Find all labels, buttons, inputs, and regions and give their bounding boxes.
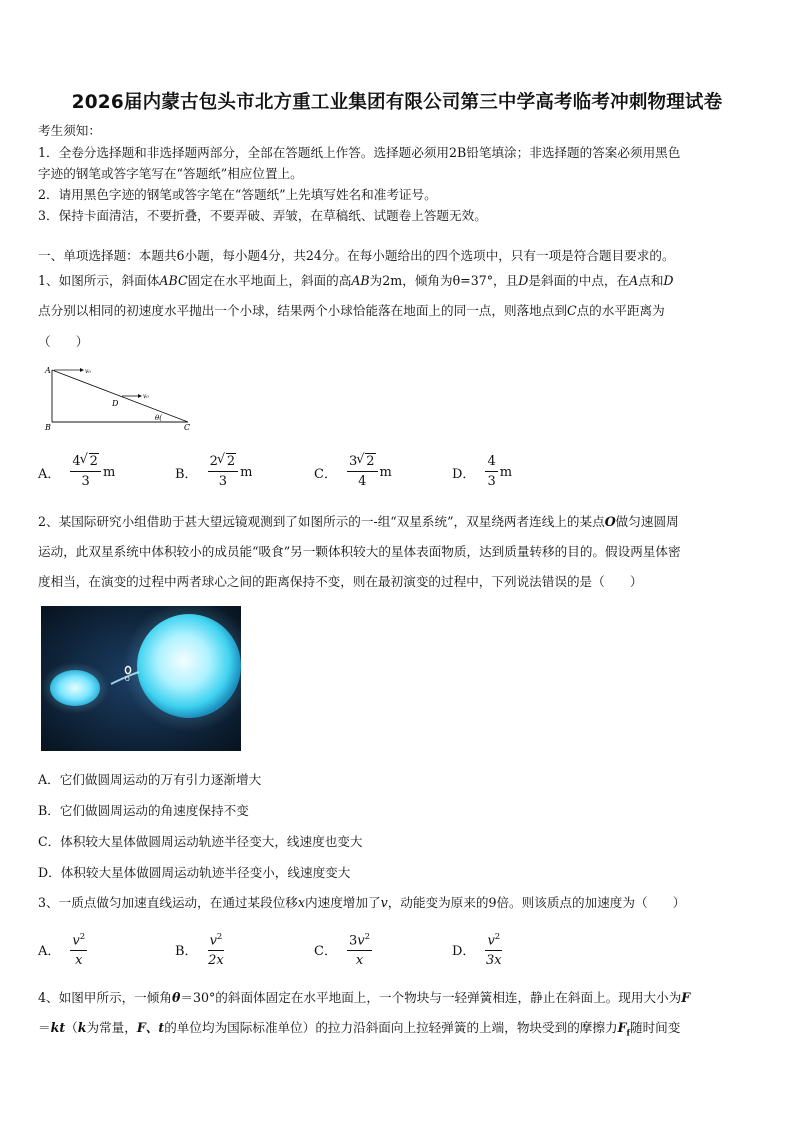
- question-3-options: [38, 927, 598, 971]
- point-d-label: D: [112, 399, 119, 408]
- q2-option-b[interactable]: B．它们做圆周运动的角速度保持不变: [38, 803, 249, 818]
- question-4-line-2: ＝kt（k为常量，F、t的单位均为国际标准单位）的拉力沿斜面向上拉轻弹簧的上端，物块受到的摩擦力$F_f$随时间变: [38, 1020, 681, 1038]
- question-2-line-1: 2、某国际研究小组借助于甚大望远镜观测到了如图所示的一-组“双星系统”，双星绕两者连线上的某点O做匀速圆周: [38, 514, 679, 529]
- velocity-arrowhead-d: [138, 394, 142, 398]
- exam-title: 2026届内蒙古包头市北方重工业集团有限公司第三中学高考临考冲刺物理试卷: [71, 92, 723, 113]
- notice-heading: 考生须知：: [38, 123, 101, 138]
- v0-label-a: v₀: [85, 368, 91, 375]
- center-point-o-label: O: [125, 676, 130, 683]
- q2-option-a[interactable]: A．它们做圆周运动的万有引力逐渐增大: [38, 772, 262, 787]
- incline-diagram: [42, 364, 202, 436]
- section-heading: 一、单项选择题：本题共6小题，每小题4分，共24分。在每小题给出的四个选项中，只有一项是符合题目要求的。: [38, 248, 675, 263]
- notice-item-3: 3．保持卡面清洁，不要折叠，不要弄破、弄皱，在草稿纸、试题卷上答题无效。: [38, 208, 487, 223]
- question-2-line-3: 度相当，在演变的过程中两者球心之间的距离保持不变，则在最初演变的过程中，下列说法错误的是（ ）: [38, 574, 643, 589]
- q1-option-b[interactable]: B． $\frac{2√ 2}{3}$ m: [175, 450, 252, 494]
- question-1-line-1: 1、如图所示，斜面体ABC固定在水平地面上，斜面的高AB为2m，倾角为θ=37°，且D是斜面的中点，在A点和D: [38, 273, 674, 288]
- notice-item-2: 2．请用黑色字迹的钢笔或答字笔在“答题纸”上先填写姓名和准考证号。: [38, 187, 437, 202]
- point-b-label: B: [45, 423, 51, 432]
- q1-option-c[interactable]: C． $\frac{3√ 2}{4}$ m: [314, 450, 392, 494]
- point-c-label: C: [184, 423, 191, 432]
- small-star: [50, 670, 100, 706]
- question-1-answer-bracket: （ ）: [38, 334, 89, 349]
- large-star: [137, 614, 241, 718]
- question-4-line-1: 4、如图甲所示，一倾角θ＝30°的斜面体固定在水平地面上，一个物块与一轻弹簧相连，静止在斜面上。现用大小为F: [38, 990, 691, 1005]
- q1-option-a[interactable]: A． $\frac{4√ 2}{3}$ m: [38, 450, 115, 494]
- question-2-line-2: 运动，此双星系统中体积较小的成员能“吸食”另一颗体积较大的星体表面物质，达到质量转移的目的。假设两星体密: [38, 544, 681, 559]
- q3-option-d[interactable]: D． $\frac{v^2}{3x}$: [452, 927, 502, 971]
- point-a-label: A: [45, 366, 51, 375]
- velocity-arrowhead-a: [80, 368, 84, 372]
- question-1-line-2: 点分别以相同的初速度水平抛出一个小球，结果两个小球恰能落在地面上的同一点，则落地点到C点的水平距离为: [38, 303, 665, 318]
- q3-option-a[interactable]: A． $\frac{v^2}{x}$: [38, 927, 87, 971]
- question-3-line-1: 3、一质点做匀加速直线运动，在通过某段位移x内速度增加了v，动能变为原来的9倍。则该质点的加速度为（ ）: [38, 895, 686, 910]
- question-1-options: [38, 450, 598, 494]
- notice-item-1-cont: 字迹的钢笔或答字笔写在“答题纸”相应位置上。: [38, 166, 303, 181]
- binary-star-image: [41, 606, 241, 751]
- q3-option-b[interactable]: B． $\frac{v^2}{2x}$: [175, 927, 224, 971]
- theta-label: θ(: [155, 414, 162, 422]
- notice-item-1: 1．全卷分选择题和非选择题两部分，全部在答题纸上作答。选择题必须用2B铅笔填涂；非选择题的答案必须用黑色: [38, 145, 681, 160]
- q2-option-c[interactable]: C．体积较大星体做圆周运动轨迹半径变大，线速度也变大: [38, 834, 363, 849]
- v0-label-d: v₀: [143, 393, 149, 400]
- q1-option-d[interactable]: D． $\frac{4}{3}$ m: [452, 454, 513, 489]
- q2-option-d[interactable]: D．体积较大星体做圆周运动轨迹半径变小，线速度变大: [38, 865, 351, 880]
- q3-option-c[interactable]: C． $\frac{3v^2}{x}$: [314, 927, 372, 971]
- incline-slope-line: [52, 370, 188, 422]
